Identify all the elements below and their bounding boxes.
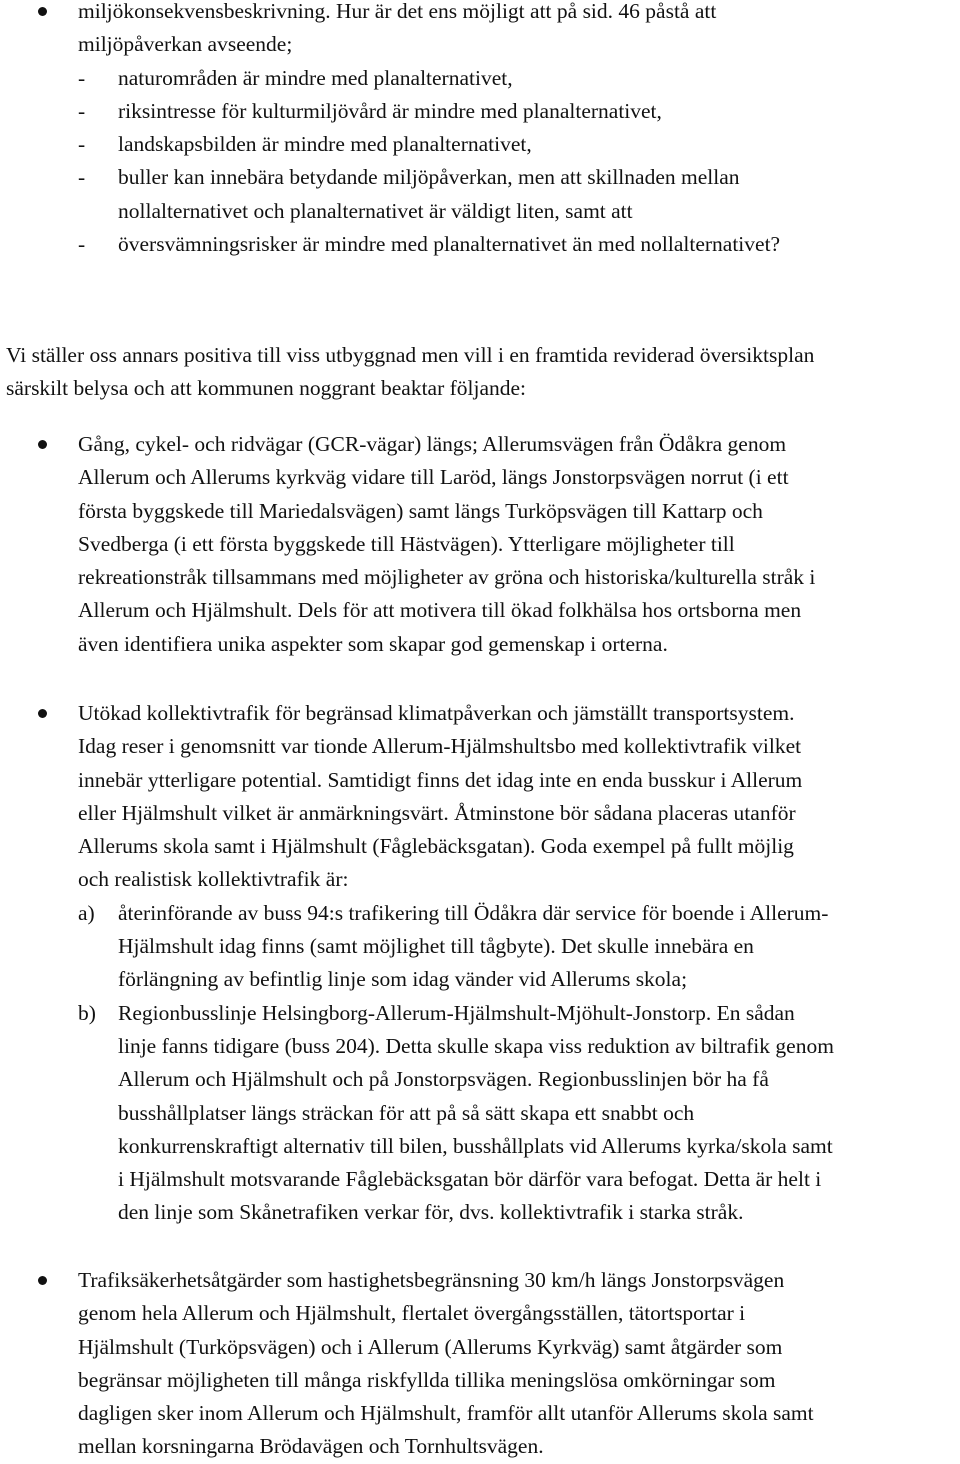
text-line: genom hela Allerum och Hjälmshult, flertalet övergångsställen, tätortsportar i — [78, 1301, 746, 1326]
text-line: särskilt belysa och att kommunen noggrant beaktar följande: — [6, 376, 527, 401]
text-line: Trafiksäkerhetsåtgärder som hastighetsbegränsning 30 km/h längs Jonstorpsvägen — [78, 1268, 785, 1292]
bullet-text — [78, 428, 960, 661]
text-line: Allerums skola samt i Hjälmshult (Fåglebäcksgatan). Goda exempel på fullt möjlig — [78, 834, 794, 859]
text-line: Vi ställer oss annars positiva till viss utbyggnad men vill i en framtida reviderad översiktsplan — [6, 343, 815, 367]
text-line: återinförande av buss 94:s trafikering till Ödåkra där service för boende i Allerum- — [118, 900, 829, 925]
text-line: även identifiera unika aspekter som skapar god gemenskap i orterna. — [78, 631, 668, 656]
dash-item: - naturområden är mindre med planalternativet, — [78, 65, 513, 90]
text-line: Hjälmshult idag finns (samt möjlighet till tågbyte). Det skulle innebära en — [118, 934, 754, 959]
text-line: den linje som Skånetrafiken verkar för, dvs. kollektivtrafik i starka stråk. — [118, 1200, 744, 1225]
text-line: eller Hjälmshult vilket är anmärkningsvärt. Åtminstone bör sådana placeras utanför — [78, 800, 796, 825]
text-line: miljökonsekvensbeskrivning. Hur är det ens möjligt att på sid. 46 påstå att — [78, 0, 717, 23]
text-line: linje fanns tidigare (buss 204). Detta skulle skapa viss reduktion av biltrafik genom — [118, 1033, 834, 1058]
dash-item: - översvämningsrisker är mindre med planalternativet än med nollalternativet? — [78, 232, 781, 257]
dash-item: - riksintresse för kulturmiljövård är mindre med planalternativet, — [78, 98, 662, 123]
text-line: Gång, cykel- och ridvägar (GCR-vägar) längs; Allerumsvägen från Ödåkra genom — [78, 432, 787, 456]
text-line: rekreationstråk tillsammans med möjligheter av gröna och historiska/kulturella stråk i — [78, 565, 816, 590]
text-line: innebär ytterligare potential. Samtidigt finns det idag inte en enda busskur i Allerum — [78, 767, 803, 792]
text-line: Hjälmshult (Turköpsvägen) och i Allerum (Allerums Kyrkväg) samt åtgärder som — [78, 1334, 783, 1359]
text-line: mellan korsningarna Brödavägen och Tornhultsvägen. — [78, 1434, 544, 1459]
text-line: begränsar möjligheten till många riskfyllda tillika meningslösa omkörningar som — [78, 1367, 776, 1392]
text-line: busshållplatser längs sträckan för att på så sätt skapa ett snabbt och — [118, 1100, 695, 1125]
bullet-icon — [38, 709, 47, 718]
text-line: förlängning av befintlig linje som idag vänder vid Allerums skola; — [118, 967, 688, 992]
bullet-icon — [38, 1276, 47, 1285]
list-letter: b) — [78, 1000, 96, 1025]
text-line: Allerum och Allerums kyrkväg vidare till Laröd, längs Jonstorpsvägen norrut (i ett — [78, 465, 789, 490]
text-line: i Hjälmshult motsvarande Fåglebäcksgatan bör därför vara befogat. Detta är helt i — [118, 1167, 822, 1192]
list-item-b — [78, 997, 960, 1230]
text-line: dagligen sker inom Allerum och Hjälmshult, framför allt utanför Allerums skola samt — [78, 1401, 814, 1426]
list-item-a — [78, 897, 960, 997]
bullet-icon — [38, 7, 47, 16]
text-line: första byggskede till Mariedalsvägen) samt längs Turköpsvägen till Kattarp och — [78, 498, 763, 523]
list-letter: a) — [78, 900, 95, 925]
intro-bullet-text — [78, 0, 960, 261]
bullet-text — [78, 1264, 960, 1464]
text-line: konkurrenskraftigt alternativ till bilen, busshållplats vid Allerums kyrka/skola samt — [118, 1133, 833, 1158]
text-line: Svedberga (i ett första byggskede till Hästvägen). Ytterligare möjligheter till — [78, 531, 735, 556]
text-line: Allerum och Hjälmshult. Dels för att motivera till ökad folkhälsa hos ortsborna men — [78, 598, 802, 623]
dash-item: - landskapsbilden är mindre med planalternativet, — [78, 132, 532, 157]
text-line: miljöpåverkan avseende; — [78, 32, 293, 57]
text-line: Idag reser i genomsnitt var tionde Allerum-Hjälmshultsbo med kollektivtrafik vilket — [78, 734, 802, 759]
text-line: Regionbusslinje Helsingborg-Allerum-Hjälmshult-Mjöhult-Jonstorp. En sådan — [118, 1000, 795, 1025]
bullet-icon — [38, 440, 47, 449]
body-paragraph — [6, 339, 960, 406]
dash-item: - buller kan innebära betydande miljöpåverkan, men att skillnaden mellan — [78, 165, 740, 190]
bullet-text — [78, 697, 960, 1230]
text-line: och realistisk kollektivtrafik är: — [78, 867, 349, 892]
text-line: nollalternativet och planalternativet är väldigt liten, samt att — [118, 198, 633, 223]
text-line: Utökad kollektivtrafik för begränsad klimatpåverkan och jämställt transportsystem. — [78, 701, 795, 725]
text-line: Allerum och Hjälmshult och på Jonstorpsvägen. Regionbusslinjen bör ha få — [118, 1067, 769, 1092]
